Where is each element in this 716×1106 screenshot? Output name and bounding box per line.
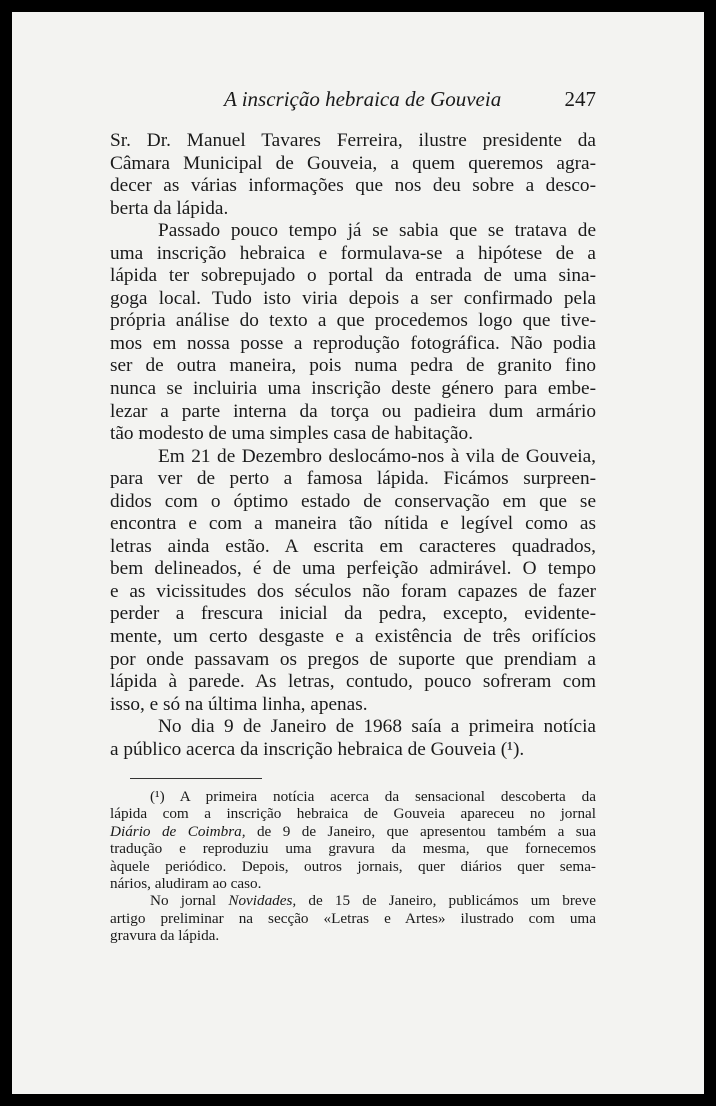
text-line: decer as várias informações que nos deu sobre a desco- (110, 175, 596, 197)
text-line: ser de outra maneira, pois numa pedra de granito fino (110, 355, 596, 377)
footnote-text: de 15 de Janeiro, publicámos um breve (296, 892, 596, 910)
paragraph-4 (110, 716, 596, 761)
footnote-line: gravura da lápida. (110, 927, 220, 945)
text-line: Câmara Municipal de Gouveia, a quem queremos agra- (110, 152, 596, 174)
text-line: e as vicissitudes dos séculos não foram capazes de fazer (110, 580, 596, 602)
main-text (110, 130, 596, 761)
text-line: Sr. Dr. Manuel Tavares Ferreira, ilustre presidente da (110, 130, 596, 151)
page-number: 247 (564, 87, 596, 111)
paragraph-3 (110, 446, 596, 717)
text-line: didos com o óptimo estado de conservação em que se (110, 490, 596, 512)
text-line: berta da lápida. (110, 197, 229, 219)
text-line: a público acerca da inscrição hebraica de Gouveia (¹). (110, 738, 525, 760)
paragraph-1 (110, 130, 596, 220)
running-title: A inscrição hebraica de Gouveia (224, 87, 502, 111)
footnote-line: tradução e reproduziu uma gravura da mesma, que fornecemos (110, 840, 596, 858)
text-line: perder a frescura inicial da pedra, excepto, evidente- (110, 603, 596, 625)
newspaper-title: Novidades, (228, 892, 297, 910)
footnote-text: de 9 de Janeiro, que apresentou também a sua (245, 822, 596, 840)
footnotes (110, 788, 596, 945)
text-line: mente, um certo desgaste e a existência de três orifícios (110, 626, 596, 648)
running-header (224, 86, 596, 112)
footnote-text: A primeira notícia acerca da sensacional descoberta da (164, 788, 596, 805)
text-line: uma inscrição hebraica e formulava-se a hipótese de a (110, 242, 596, 264)
footnote-line (110, 788, 596, 805)
footnote-line: àquele periódico. Depois, outros jornais, quer diários quer sema- (110, 857, 596, 875)
text-line: Passado pouco tempo já se sabia que se tratava de (158, 220, 596, 242)
text-line: mos em nossa posse a reprodução fotográfica. Não podia (110, 332, 596, 354)
book-page (12, 12, 704, 1094)
footnote-separator (130, 778, 262, 779)
text-line: lápida à parede. As letras, contudo, pouco sofreram com (110, 671, 596, 693)
footnote-line: nários, aludiram ao caso. (110, 875, 262, 893)
text-line: letras ainda estão. A escrita em caracteres quadrados, (110, 535, 596, 557)
footnote-text: No jornal (150, 892, 229, 910)
text-line: isso, e só na última linha, apenas. (110, 693, 368, 715)
text-line: nunca se incluiria uma inscrição deste género para embe- (110, 378, 596, 400)
footnote-line (110, 892, 596, 909)
text-line: lápida ter sobrepujado o portal da entrada de uma sina- (110, 265, 596, 287)
text-line: por onde passavam os pregos de suporte que prendiam a (110, 648, 596, 670)
text-line: encontra e com a maneira tão nítida e legível como as (110, 513, 596, 535)
text-line: lezar a parte interna da torça ou padieira dum armário (110, 400, 596, 422)
text-line: Em 21 de Dezembro deslocámo-nos à vila de Gouveia, (158, 445, 596, 467)
text-line: para ver de perto a famosa lápida. Ficámos surpreen- (110, 468, 596, 490)
text-line: própria análise do texto a que procedemos logo que tive- (110, 310, 596, 332)
text-line: No dia 9 de Janeiro de 1968 saía a primeira notícia (158, 716, 596, 738)
footnote-line: lápida com a inscrição hebraica de Gouveia apareceu no jornal (110, 805, 596, 823)
newspaper-title: Diário de Coimbra, (110, 822, 246, 840)
text-line: bem delineados, é de uma perfeição admirável. O tempo (110, 558, 596, 580)
text-line: goga local. Tudo isto viria depois a ser confirmado pela (110, 287, 596, 309)
paragraph-2 (110, 220, 596, 445)
footnote-line: artigo preliminar na secção «Letras e Artes» ilustrado com uma (110, 909, 596, 927)
text-line: tão modesto de uma simples casa de habitação. (110, 423, 474, 445)
footnote-marker: (¹) (150, 788, 165, 805)
footnote-line (110, 823, 596, 840)
